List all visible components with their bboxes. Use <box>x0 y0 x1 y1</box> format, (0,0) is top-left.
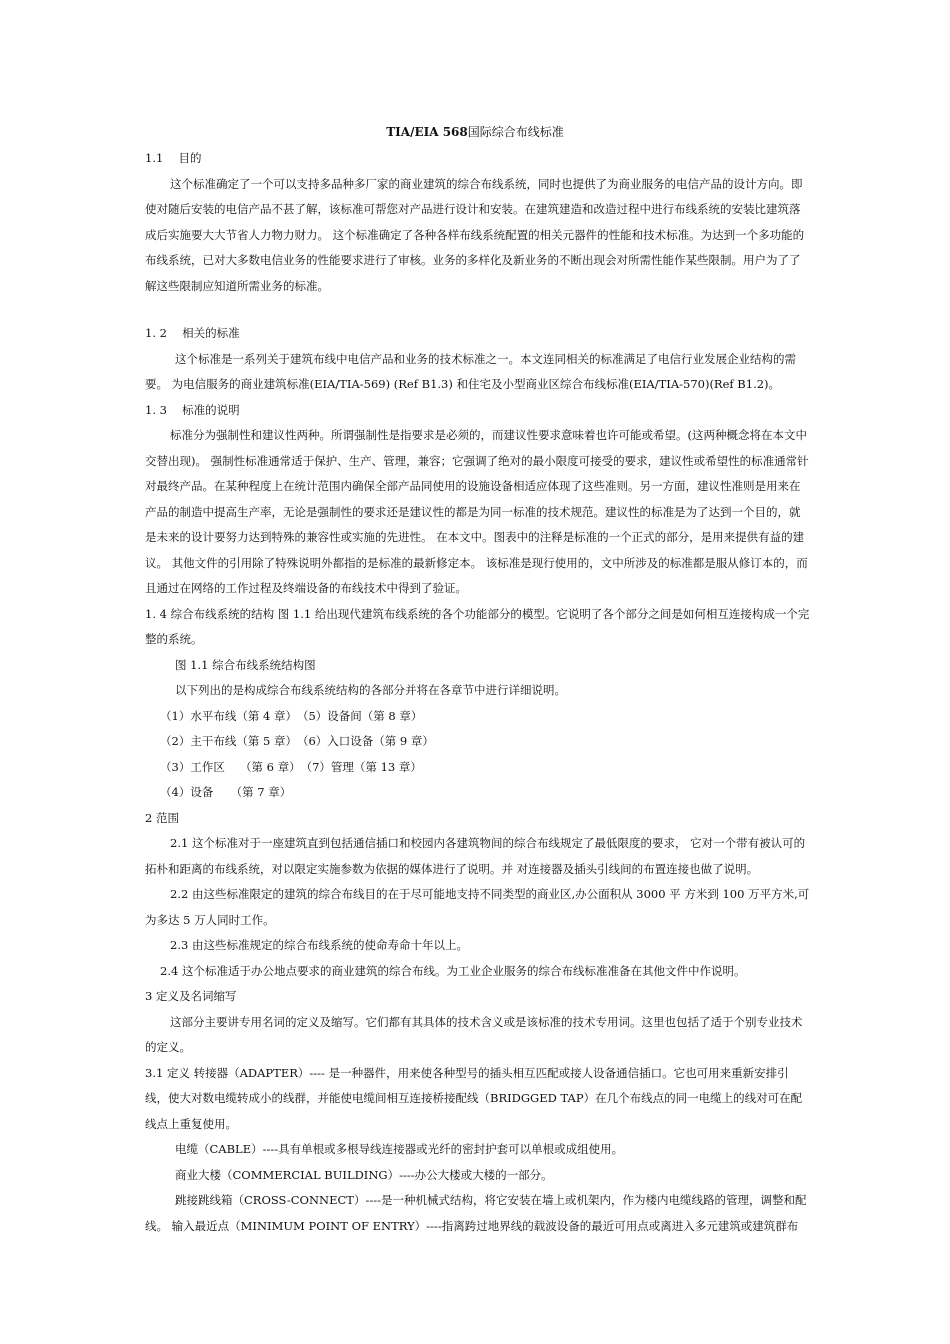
section-1-3-heading: 1. 3 标准的说明 <box>145 402 240 417</box>
section-3-intro: 这部分主要讲专用名词的定义及缩写。它们都有其具体的技术含义或是该标准的技术专用词。这里也包括了适于个别专业技术的定义。 <box>145 1014 803 1054</box>
title-bold: TIA/EIA 568 <box>386 125 468 139</box>
list-item: （1）水平布线（第 4 章） （5）设备间（第 8 章） <box>160 708 423 723</box>
document-title <box>0 124 950 140</box>
section-2-2: 2.2 由这些标准限定的建筑的综合布线目的在于尽可能地支持不同类型的商业区,办公面积从 3000 平 方米到 100 万平方米,可为多达 5 万人同时工作。 <box>145 887 810 927</box>
section-2-3: 2.3 由这些标准规定的综合布线系统的使命寿命十年以上。 <box>170 938 468 952</box>
section-2-1: 2.1 这个标准对于一座建筑直到包括通信插口和校园内各建筑物间的综合布线规定了最低限度的要求， 它对一个带有被认可的拓朴和距离的布线系统，对以限定实施参数为依据的媒体进行了说明。并 对连接器及插头引线间的布置连接也做了说明。 <box>145 836 806 876</box>
section-3-1: 3.1 定义 转接器（ADAPTER）---- 是一种器件，用来使各种型号的插头相互匹配或接人设备通信插口。它也可用来重新安排引线，使大对数电缆转成小的线群，并能使电缆间相互连接桥接配线（BRIDGGED TAP）在几个布线点的同一电缆上的线对可在配线点上重复使用。 <box>145 1065 803 1131</box>
section-2-4: 2.4 这个标准适于办公地点要求的商业建筑的综合布线。为工业企业服务的综合布线标准准备在其他文件中作说明。 <box>160 963 746 978</box>
body-text-2 <box>145 321 810 1239</box>
list-item: （3）工作区 （第 6 章） （7）管理（第 13 章） <box>160 759 422 774</box>
section-3-heading: 3 定义及名词缩写 <box>145 989 237 1003</box>
section-1-1-heading: 1.1 目的 <box>145 151 202 165</box>
section-1-2-heading: 1. 2 相关的标准 <box>145 326 240 340</box>
title-rest: 国际综合布线标准 <box>467 125 564 139</box>
figure-caption: 图 1.1 综合布线系统结构图 <box>175 657 316 672</box>
section-2-heading: 2 范围 <box>145 810 179 825</box>
body-text <box>145 146 810 299</box>
section-1-2-body: 这个标准是一系列关于建筑布线中电信产品和业务的技术标准之一。本文连同相关的标准满足了电信行业发展企业结构的需要。 为电信服务的商业建筑标准(EIA/TIA-569) (Ref B1.3) 和住宅及小型商业区综合布线标准(EIA/TIA-570)(Ref B1.2)。 <box>145 351 796 391</box>
definition-commercial-building: 商业大楼（COMMERCIAL BUILDING）----办公大楼或大楼的一部分。 <box>175 1167 553 1182</box>
list-intro: 以下列出的是构成综合布线系统结构的各部分并将在各章节中进行详细说明。 <box>175 683 566 697</box>
definition-cross-connect: 跳接跳线箱（CROSS-CONNECT）----是一种机械式结构，将它安装在墙上或机架内，作为楼内电缆线路的管理，调整和配线。 输入最近点（MINIMUM POINT OF ENTRY）----指离跨过地界线的载波设备的最近可用点或离进入多元建筑或建筑群布 <box>145 1193 807 1233</box>
list-item: （2）主干布线（第 5 章） （6）入口设备（第 9 章） <box>160 734 434 748</box>
list-item: （4）设备 （第 7 章） <box>160 785 292 799</box>
section-1-4-body: 1. 4 综合布线系统的结构 图 1.1 给出现代建筑布线系统的各个功能部分的模型。它说明了各个部分之间是如何相互连接构成一个完整的系统。 <box>145 606 810 646</box>
section-1-3-body: 标准分为强制性和建议性两种。所谓强制性是指要求是必须的，而建议性要求意味着也许可能或希望。(这两种概念将在本文中交替出现)。 强制性标准通常适于保护、生产、管理，兼容；它强调了绝对的最小限度可接受的要求，建议性或希望性的标准通常针对最终产品。在某种程度上在统计范围内确保全部产品同使用的设施设备相适应体现了这些准则。另一方面，建议性准则是用来在产品的制造中提高生产率，无论是强制性的要求还是建议性的都是为同一标准的技术规范。建议性的标准是为了达到一个目的，就是未来的设计要努力达到特殊的兼容性或实施的先进性。 在本文中。图表中的注释是标准的一个正式的部分，是用来提供有益的建议。 其他文件的引用除了特殊说明外都指的是标准的最新修定本。 该标准是现行使用的，文中所涉及的标准都是服从修订本的，而且通过在网络的工作过程及终端设备的布线技术中得到了验证。 <box>145 428 809 595</box>
definition-cable: 电缆（CABLE）----具有单根或多根导线连接器或光纤的密封护套可以单根或成组使用。 <box>175 1142 624 1156</box>
section-1-1-body: 这个标准确定了一个可以支持多品种多厂家的商业建筑的综合布线系统，同时也提供了为商业服务的电信产品的设计方向。即使对随后安装的电信产品不甚了解，该标准可帮您对产品进行设计和安装。在建筑建造和改造过程中进行布线系统的安装比建筑落成后实施要大大节省人力物力财力。 这个标准确定了各种各样布线系统配置的相关元器件的性能和技术标准。为达到一个多功能的布线系统，已对大多数电信业务的性能要求进行了审核。业务的多样化及新业务的不断出现会对所需性能作某些限制。用户为了了解这些限制应知道所需业务的标准。 <box>145 176 805 293</box>
